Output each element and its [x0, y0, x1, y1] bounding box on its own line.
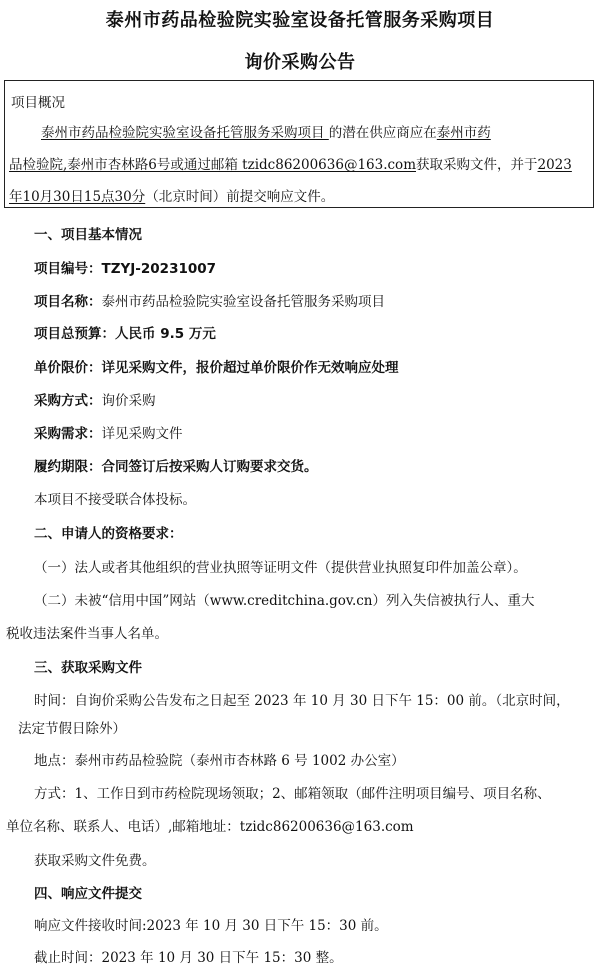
obtain-time: 时间：自询价采购公告发布之日起至 2023 年 10 月 30 日下午 15：00 前。（北京时间，: [34, 693, 570, 709]
section-1-heading: 一、项目基本情况: [34, 227, 142, 243]
procurement-need-value: 详见采购文件: [101, 426, 183, 442]
deadline-time: 截止时间：2023 年 10 月 30 日下午 15：30 整。: [34, 950, 343, 966]
project-budget: 项目总预算：人民币 9.5 万元: [34, 326, 216, 342]
no-consortium-note: 本项目不接受联合体投标。: [34, 492, 196, 508]
performance-term: 履约期限：合同签订后按采购人订购要求交货。: [34, 459, 318, 475]
overview-place: 泰州市药: [436, 125, 491, 141]
project-number-label: 项目编号：: [34, 261, 102, 277]
qualification-item-2-cont: 税收违法案件当事人名单。: [6, 626, 168, 642]
overview-text: （北京时间）前提交响应文件。: [145, 189, 335, 205]
overview-text: 获取采购文件，并于: [416, 157, 538, 173]
obtain-way: 方式：1、工作日到市药检院现场领取；2、邮箱领取（邮件注明项目编号、项目名称、: [34, 786, 551, 802]
qualification-item-2: （二）未被“信用中国”网站（www.creditchina.gov.cn）列入失信被执行人、重大: [34, 593, 535, 609]
section-2-heading: 二、申请人的资格要求：: [34, 526, 183, 542]
document-subtitle: 询价采购公告: [244, 52, 356, 73]
overview-label: 项目概况: [11, 95, 65, 111]
unit-price-limit: 单价限价：详见采购文件，报价超过单价限价作无效响应处理: [34, 360, 399, 376]
obtain-time-cont: 法定节假日除外）: [18, 721, 126, 737]
section-3-heading: 三、获取采购文件: [34, 660, 142, 676]
procurement-need-label: 采购需求：: [34, 426, 102, 442]
overview-project-name: 泰州市药品检验院实验室设备托管服务采购项目: [41, 125, 329, 141]
receive-time: 响应文件接收时间:2023 年 10 月 30 日下午 15：30 前。: [34, 918, 388, 934]
overview-line-3: [9, 185, 334, 205]
procurement-method: [34, 389, 156, 409]
overview-year: 2023: [537, 157, 572, 173]
procurement-method-value: 询价采购: [101, 393, 156, 409]
procurement-need: [34, 422, 183, 442]
obtain-place: 地点：泰州市药品检验院（泰州市杏林路 6 号 1002 办公室）: [34, 753, 405, 769]
overview-box: [4, 80, 594, 208]
project-number: [34, 257, 216, 277]
overview-deadline: 年10月30日15点30分: [9, 189, 146, 205]
section-4-heading: 四、响应文件提交: [34, 886, 142, 902]
overview-line-2: [9, 153, 572, 173]
document-title: 泰州市药品检验院实验室设备托管服务采购项目: [105, 10, 495, 31]
obtain-way-cont: 单位名称、联系人、电话）,邮箱地址：tzidc86200636@163.com: [6, 819, 414, 835]
qualification-item-1: （一）法人或者其他组织的营业执照等证明文件（提供营业执照复印件加盖公章）。: [34, 560, 527, 576]
overview-text: 的潜在供应商应在: [328, 125, 437, 141]
overview-line-1: [41, 121, 491, 141]
overview-place-email: 品检验院,泰州市杏林路6号或通过邮箱 tzidc86200636@163.com: [9, 157, 416, 173]
project-name: [34, 290, 385, 310]
project-name-label: 项目名称：: [34, 294, 102, 310]
project-name-value: 泰州市药品检验院实验室设备托管服务采购项目: [101, 294, 385, 310]
procurement-method-label: 采购方式：: [34, 393, 102, 409]
project-number-value: TZYJ-20231007: [101, 261, 217, 277]
obtain-free-note: 获取采购文件免费。: [34, 853, 156, 869]
